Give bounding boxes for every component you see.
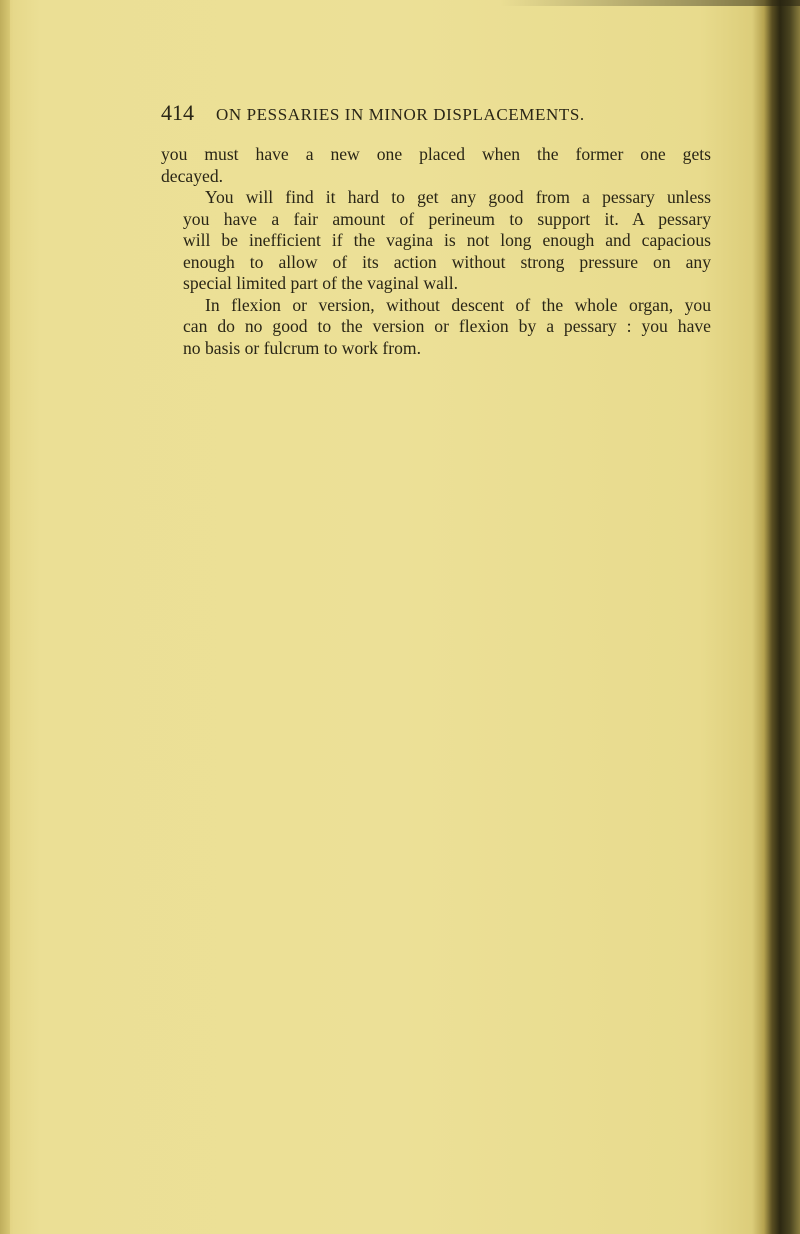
text-line: enough to allow of its action without strong pressure on any xyxy=(183,251,711,272)
page-gutter-edge xyxy=(0,0,10,1234)
text-line: you must have a new one placed when the former one gets xyxy=(161,144,711,164)
paragraph-2 xyxy=(161,187,711,295)
text-line: In flexion or version, without descent of the whole organ, you xyxy=(205,294,711,315)
text-line: You will find it hard to get any good from a pessary unless xyxy=(205,187,711,207)
text-line: you have a fair amount of perineum to support it. A pessary xyxy=(183,208,711,229)
page-number: 414 xyxy=(161,100,194,125)
text-line: will be inefficient if the vagina is not long enough and capacious xyxy=(183,230,711,250)
text-line: can do no good to the version or flexion by a pessary : you have xyxy=(183,316,711,336)
page-top-shadow xyxy=(500,0,800,6)
body-text xyxy=(161,144,711,359)
text-line: no basis or fulcrum to work from. xyxy=(183,337,421,358)
text-line: special limited part of the vaginal wall. xyxy=(183,273,459,293)
running-title: ON PESSARIES IN MINOR DISPLACEMENTS. xyxy=(216,105,585,124)
text-line: decayed. xyxy=(161,165,224,186)
running-header xyxy=(161,100,691,130)
paragraph-3 xyxy=(161,295,711,360)
paragraph-1 xyxy=(161,144,711,187)
